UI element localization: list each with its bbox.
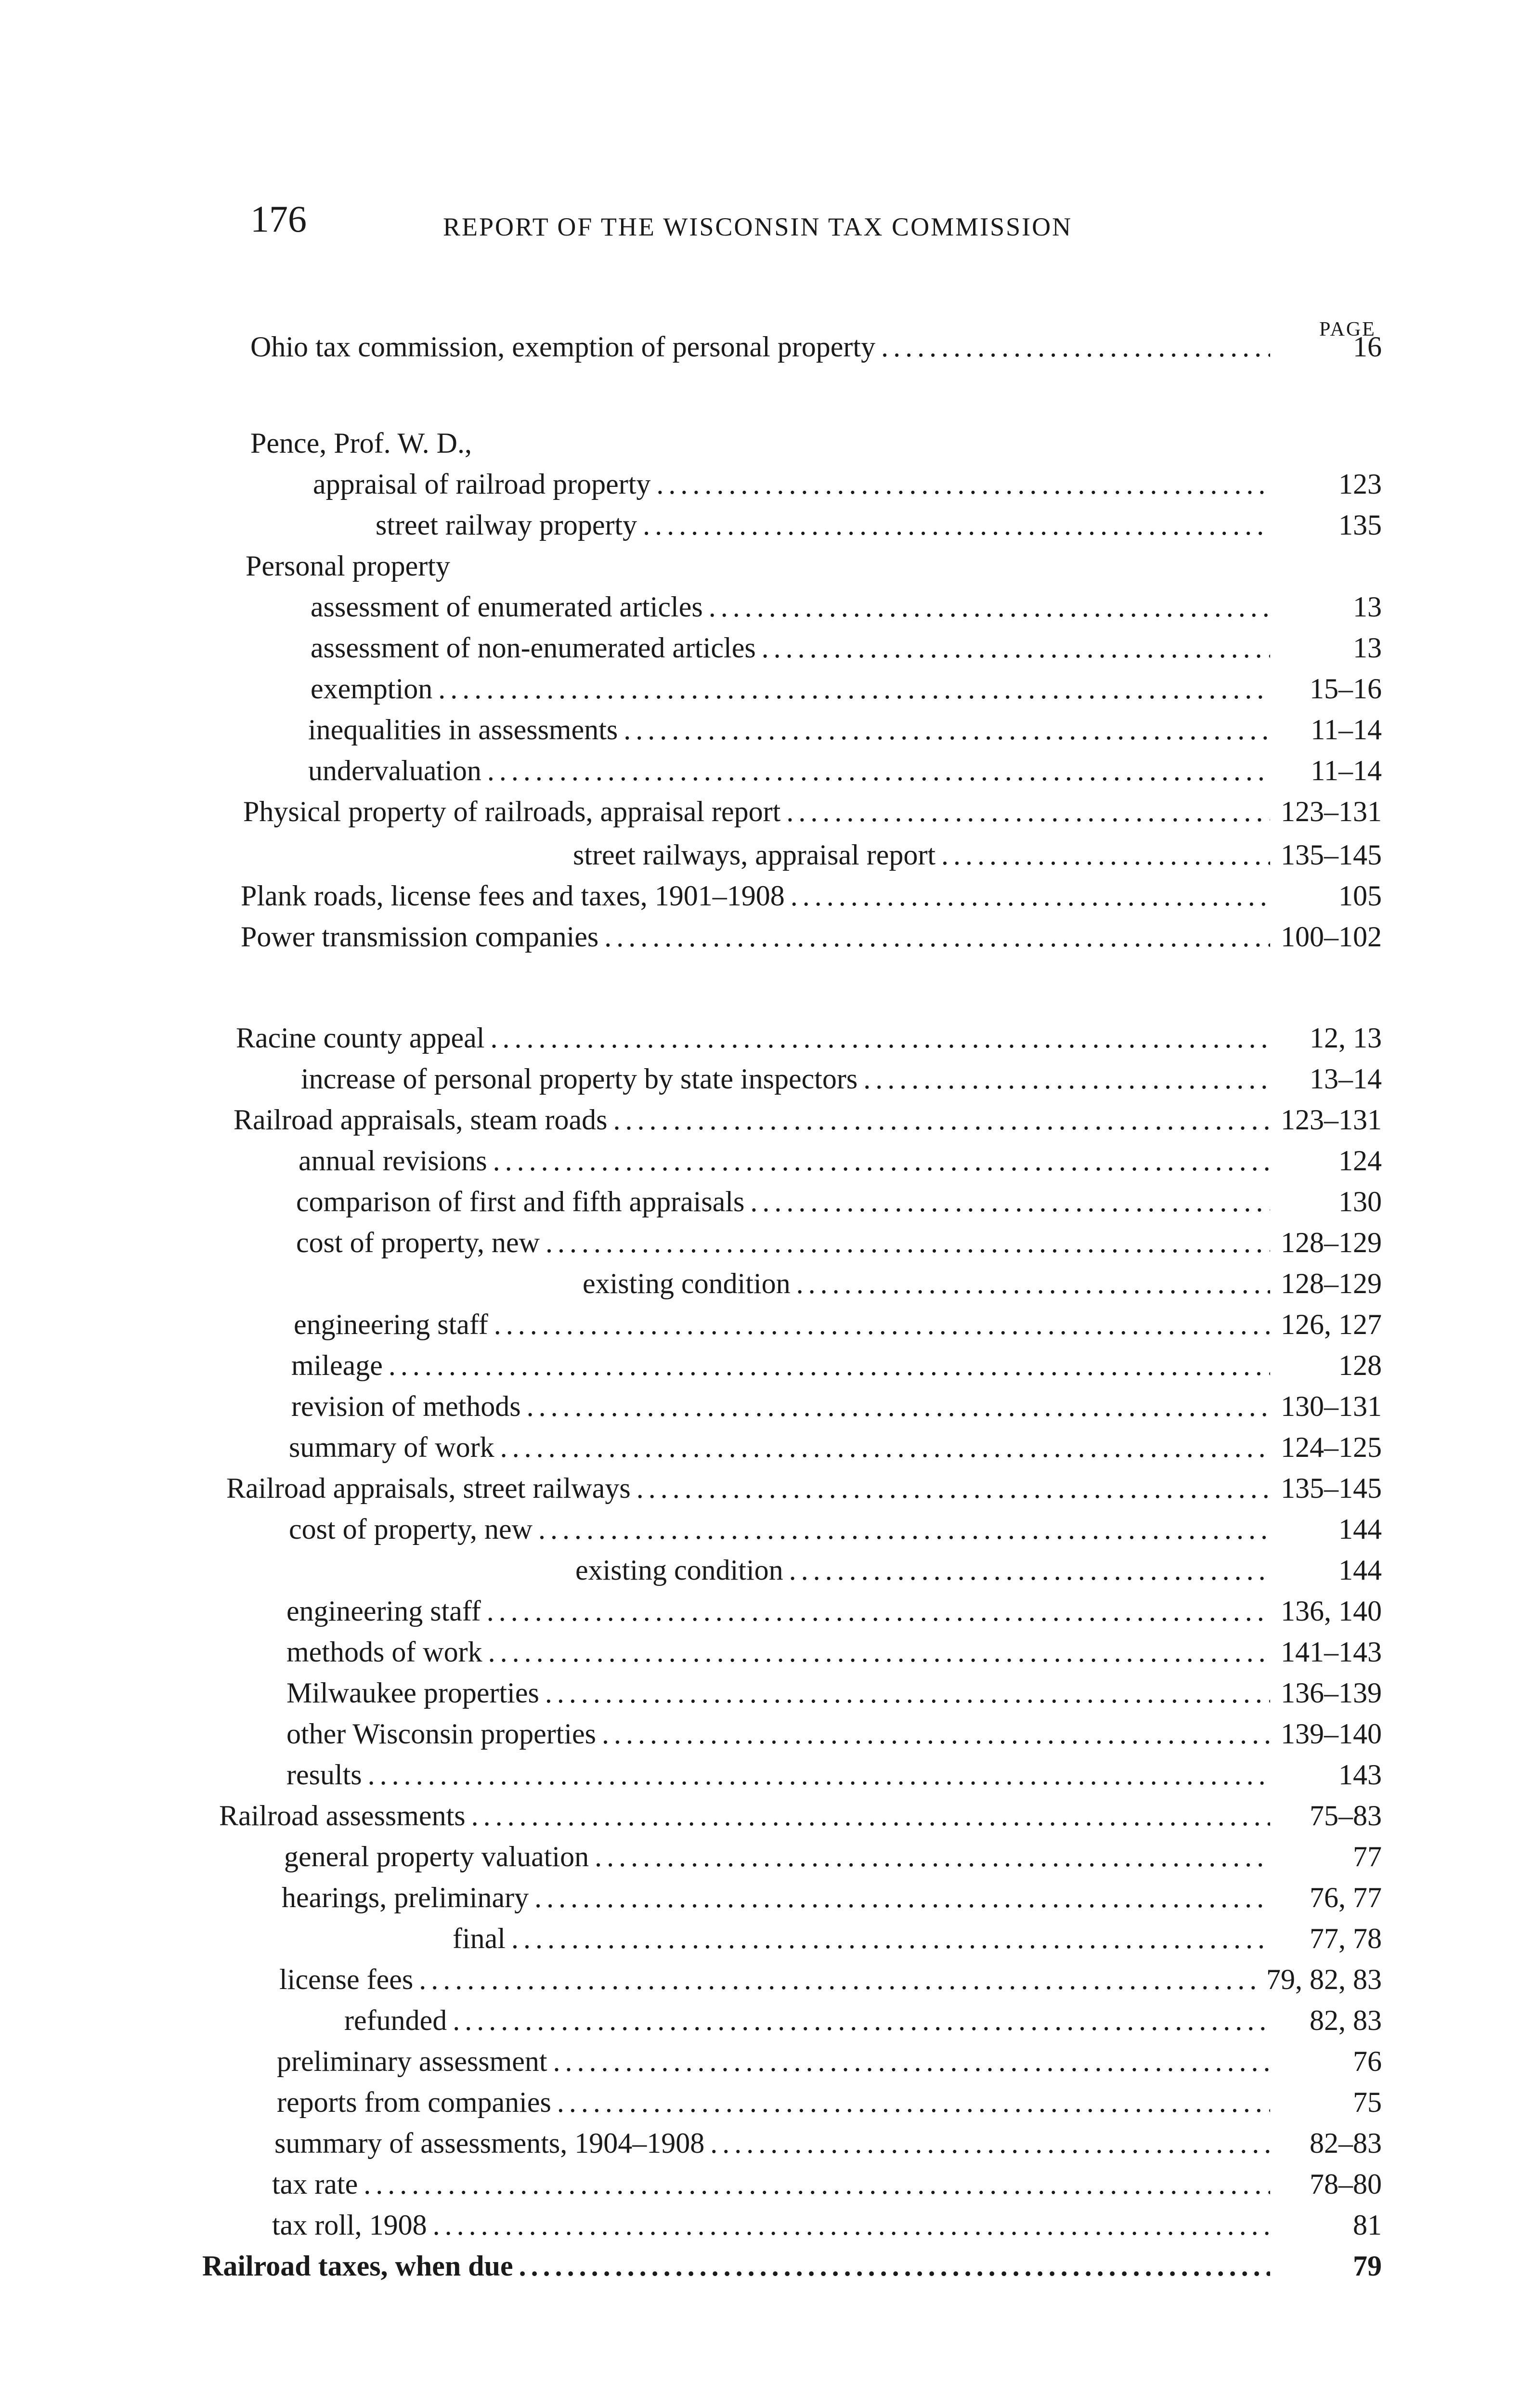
dot-leader: [538, 1515, 1270, 1544]
entry-term: license fees: [279, 1963, 414, 1995]
entry-term: Physical property of railroads, appraisal report: [243, 796, 781, 827]
index-entry: [296, 1228, 1382, 1262]
index-entry: [277, 2047, 1382, 2081]
index-entry: [241, 922, 1382, 956]
entry-term: final: [453, 1923, 506, 1954]
index-entry: [344, 2006, 1382, 2040]
index-entry: [272, 2170, 1382, 2203]
entry-page-ref: 16: [1353, 331, 1382, 363]
entry-term: engineering staff: [286, 1595, 481, 1627]
dot-leader: [553, 2047, 1270, 2076]
dot-leader: [546, 1228, 1270, 1257]
index-entry: [282, 1883, 1382, 1917]
entry-term: engineering staff: [294, 1309, 488, 1340]
entry-page-ref: 78–80: [1310, 2168, 1382, 2200]
entry-page-ref: 144: [1338, 1513, 1382, 1545]
entry-page-ref: 123–131: [1281, 1104, 1382, 1136]
entry-page-ref: 105: [1338, 880, 1382, 912]
entry-term: street railways, appraisal report: [573, 839, 936, 871]
dot-leader: [494, 1310, 1270, 1339]
index-entry: [241, 881, 1382, 915]
entry-page-ref: 141–143: [1281, 1636, 1382, 1668]
index-entry: [274, 2129, 1382, 2162]
entry-page-ref: 76: [1353, 2045, 1382, 2077]
index-entry: [286, 1637, 1382, 1671]
entry-term: refunded: [344, 2004, 447, 2036]
entry-term: tax rate: [272, 2168, 358, 2200]
entry-page-ref: 136–139: [1281, 1677, 1382, 1709]
dot-leader: [545, 1678, 1270, 1707]
entry-page-ref: 81: [1353, 2209, 1382, 2241]
dot-leader: [511, 1924, 1270, 1953]
entry-term: mileage: [291, 1349, 383, 1381]
entry-page-ref: 76, 77: [1310, 1882, 1382, 1913]
entry-term: Plank roads, license fees and taxes, 1901–1908: [241, 880, 785, 912]
entry-page-ref: 135–145: [1281, 839, 1382, 871]
page-header: [250, 197, 1261, 250]
entry-page-ref: 124: [1338, 1145, 1382, 1177]
entry-term: assessment of non-enumerated articles: [311, 632, 756, 664]
index-entry: [202, 2251, 1382, 2285]
entry-term: general property valuation: [284, 1841, 589, 1872]
dot-leader: [941, 840, 1270, 869]
entry-page-ref: 128–129: [1281, 1268, 1382, 1299]
entry-term: Personal property: [246, 550, 450, 582]
entry-term: Milwaukee properties: [286, 1677, 539, 1709]
entry-page-ref: 100–102: [1281, 921, 1382, 953]
index-entry: [219, 1801, 1382, 1835]
entry-page-ref: 77: [1353, 1841, 1382, 1872]
entry-term: assessment of enumerated articles: [311, 591, 703, 623]
dot-leader: [604, 922, 1270, 951]
dot-leader: [368, 1760, 1270, 1789]
dot-leader: [487, 1597, 1270, 1625]
entry-term: Railroad taxes, when due: [202, 2250, 513, 2282]
index-entry: [289, 1515, 1382, 1548]
dot-leader: [419, 1965, 1260, 1994]
dot-leader: [656, 470, 1270, 498]
dot-leader: [493, 1146, 1270, 1175]
dot-leader: [637, 1474, 1270, 1503]
dot-leader: [389, 1351, 1270, 1380]
index-entry: [296, 1187, 1382, 1221]
dot-leader: [613, 1105, 1270, 1134]
entry-page-ref: 126, 127: [1281, 1309, 1382, 1340]
dot-leader: [490, 1023, 1270, 1052]
dot-leader: [433, 2211, 1270, 2239]
index-entry: [573, 840, 1382, 874]
entry-term: cost of property, new: [296, 1227, 540, 1258]
entry-page-ref: 128: [1338, 1349, 1382, 1381]
entry-term: revision of methods: [291, 1390, 521, 1422]
index-entry: [301, 1064, 1382, 1098]
entry-page-ref: 124–125: [1281, 1431, 1382, 1463]
index-entry: [289, 1433, 1382, 1466]
dot-leader: [863, 1064, 1270, 1093]
entry-term: annual revisions: [299, 1145, 487, 1177]
entry-page-ref: 144: [1338, 1554, 1382, 1586]
entry-term: appraisal of railroad property: [313, 468, 651, 500]
entry-term: Railroad appraisals, street railways: [226, 1472, 631, 1504]
entry-page-ref: 79, 82, 83: [1266, 1963, 1382, 1995]
index-entry: [243, 797, 1382, 831]
entry-page-ref: 11–14: [1311, 755, 1382, 786]
entry-term: increase of personal property by state inspectors: [301, 1063, 858, 1095]
dot-leader: [527, 1392, 1270, 1421]
entry-page-ref: 77, 78: [1310, 1923, 1382, 1954]
dot-leader: [471, 1801, 1270, 1830]
entry-page-ref: 15–16: [1310, 673, 1382, 705]
entry-term: Pence, Prof. W. D.,: [250, 427, 472, 459]
entry-term: tax roll, 1908: [272, 2209, 427, 2241]
entry-page-ref: 130–131: [1281, 1390, 1382, 1422]
dot-leader: [750, 1187, 1270, 1216]
entry-term: existing condition: [583, 1268, 791, 1299]
dot-leader: [709, 592, 1270, 621]
entry-page-ref: 13: [1353, 591, 1382, 623]
entry-page-ref: 12, 13: [1310, 1022, 1382, 1054]
index-entry: [250, 429, 1382, 462]
index-entry: [250, 332, 1382, 366]
entry-term: comparison of first and fifth appraisals: [296, 1186, 745, 1217]
entry-term: methods of work: [286, 1636, 482, 1668]
entry-term: Power transmission companies: [241, 921, 599, 953]
entry-term: exemption: [311, 673, 433, 705]
entry-page-ref: 13–14: [1310, 1063, 1382, 1095]
index-entry: [246, 551, 1382, 585]
index-entry: [376, 510, 1382, 544]
index-entry: [313, 470, 1382, 503]
entry-page-ref: 82–83: [1310, 2127, 1382, 2159]
index-entry: [286, 1719, 1382, 1753]
entry-page-ref: 123–131: [1281, 796, 1382, 827]
dot-leader: [500, 1433, 1270, 1462]
dot-leader: [364, 2170, 1270, 2199]
entry-page-ref: 136, 140: [1281, 1595, 1382, 1627]
entry-page-ref: 135: [1338, 509, 1382, 541]
dot-leader: [534, 1883, 1270, 1912]
index-entry: [236, 1023, 1382, 1057]
entry-page-ref: 139–140: [1281, 1718, 1382, 1750]
index-entry: [299, 1146, 1382, 1180]
entry-term: cost of property, new: [289, 1513, 533, 1545]
index-entry: [226, 1474, 1382, 1507]
index-entry: [311, 674, 1382, 708]
dot-leader: [453, 2006, 1270, 2035]
entry-page-ref: 128–129: [1281, 1227, 1382, 1258]
index-entry: [291, 1351, 1382, 1385]
dot-leader: [487, 756, 1270, 785]
dot-leader: [488, 1637, 1270, 1666]
index-entry: [279, 1965, 1382, 1999]
entry-term: Railroad appraisals, steam roads: [234, 1104, 608, 1136]
dot-leader: [595, 1842, 1270, 1871]
entry-term: undervaluation: [308, 755, 481, 786]
index-entry: [453, 1924, 1382, 1958]
page-number: 176: [250, 198, 307, 240]
index-entry: [311, 633, 1382, 667]
dot-leader: [557, 2088, 1270, 2117]
entry-term: preliminary assessment: [277, 2045, 547, 2077]
dot-leader: [762, 633, 1270, 662]
entry-term: summary of work: [289, 1431, 494, 1463]
dot-leader: [791, 881, 1270, 910]
dot-leader: [796, 1269, 1270, 1298]
index-entry: [311, 592, 1382, 626]
entry-page-ref: 130: [1338, 1186, 1382, 1217]
entry-term: Railroad assessments: [219, 1800, 466, 1832]
entry-term: reports from companies: [277, 2086, 551, 2118]
index-entry: [284, 1842, 1382, 1876]
index-entry: [272, 2211, 1382, 2244]
entry-page-ref: 75: [1353, 2086, 1382, 2118]
entry-term: inequalities in assessments: [308, 714, 618, 746]
dot-leader: [786, 797, 1270, 826]
index-entry: [575, 1556, 1382, 1589]
index-entry: [286, 1678, 1382, 1712]
entry-page-ref: 13: [1353, 632, 1382, 664]
entry-page-ref: 11–14: [1311, 714, 1382, 746]
entry-page-ref: 75–83: [1310, 1800, 1382, 1832]
dot-leader: [438, 674, 1270, 703]
entry-page-ref: 123: [1338, 468, 1382, 500]
index-entry: [286, 1597, 1382, 1630]
entry-term: other Wisconsin properties: [286, 1718, 597, 1750]
dot-leader: [602, 1719, 1270, 1748]
entry-page-ref: 135–145: [1281, 1472, 1382, 1504]
dot-leader: [643, 510, 1270, 539]
index-entry: [286, 1760, 1382, 1794]
index-entry: [308, 715, 1382, 749]
running-title: REPORT OF THE WISCONSIN TAX COMMISSION: [443, 212, 1073, 241]
entry-term: Racine county appeal: [236, 1022, 485, 1054]
dot-leader: [881, 332, 1270, 361]
entry-term: existing condition: [575, 1554, 783, 1586]
index-entry: [291, 1392, 1382, 1426]
dot-leader: [789, 1556, 1270, 1584]
entry-term: results: [286, 1759, 362, 1791]
page-column-heading: PAGE: [1319, 318, 1376, 340]
entry-term: Ohio tax commission, exemption of personal property: [250, 331, 876, 363]
dot-leader: [710, 2129, 1270, 2158]
entry-page-ref: 143: [1338, 1759, 1382, 1791]
index-entry: [583, 1269, 1382, 1303]
index-entry: [308, 756, 1382, 790]
entry-term: summary of assessments, 1904–1908: [274, 2127, 705, 2159]
index-entry: [234, 1105, 1382, 1139]
dot-leader: [624, 715, 1270, 744]
entry-page-ref: 82, 83: [1310, 2004, 1382, 2036]
index-entry: [294, 1310, 1382, 1344]
dot-leader: [519, 2251, 1270, 2280]
entry-term: street railway property: [376, 509, 637, 541]
index-entry: [277, 2088, 1382, 2121]
entry-page-ref: 79: [1353, 2250, 1382, 2282]
entry-term: hearings, preliminary: [282, 1882, 529, 1913]
